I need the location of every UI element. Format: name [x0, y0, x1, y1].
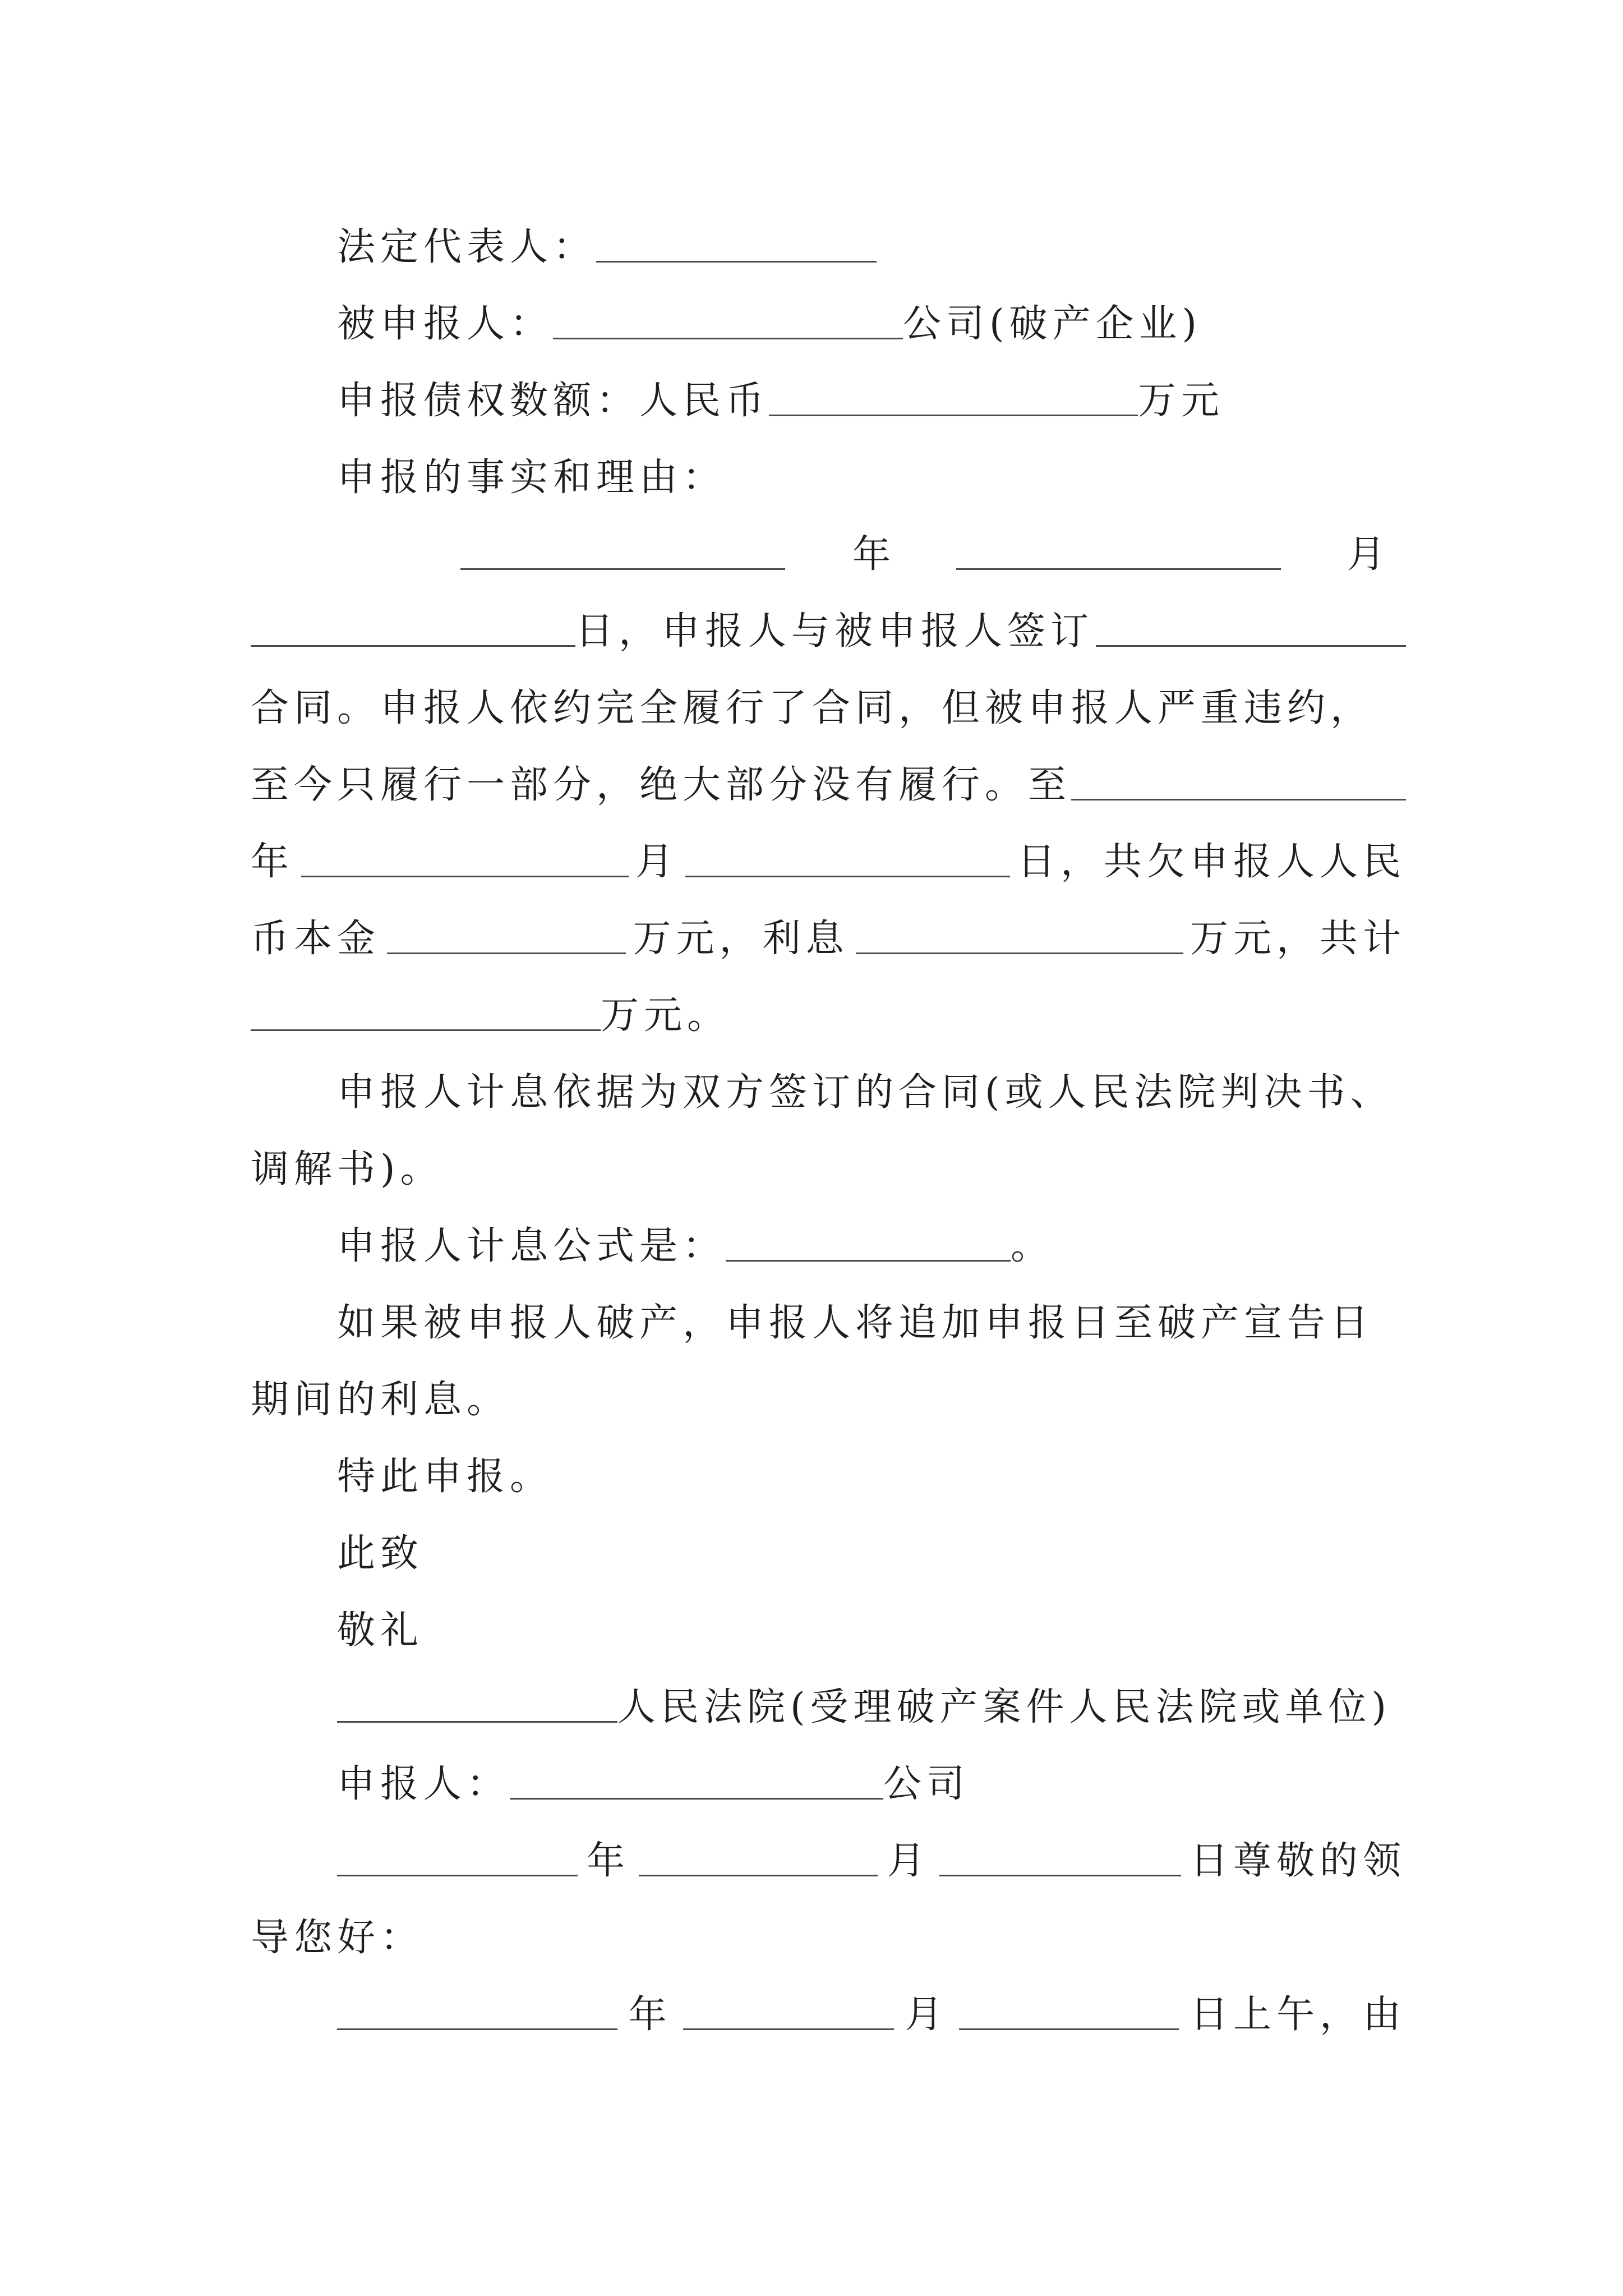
debt-date-line [251, 820, 1406, 897]
day-text: 日上午，由 [1189, 1993, 1406, 2037]
court-line [251, 1665, 1406, 1742]
year-text: 年 [852, 532, 896, 577]
year-text: 年 [587, 1839, 630, 1883]
body-text: 合同。申报人依约完全履行了合同，但被申报人严重违约， [251, 686, 1374, 730]
signature-date-line [251, 1819, 1406, 1896]
year-text: 年 [628, 1993, 672, 2037]
day-text: 日尊敬的领 [1189, 1839, 1406, 1883]
body-line [251, 1358, 1406, 1435]
year-blank [337, 1839, 578, 1876]
day-blank [685, 840, 1010, 877]
year-text: 年 [251, 840, 294, 884]
respondent-label: 被申报人： [337, 302, 554, 346]
greeting-text: 导您好： [251, 1916, 424, 1960]
month-text: 月 [905, 1993, 948, 2037]
bankruptcy-interest-text: 如果被申报人破产，申报人将追加申报日至破产宣告日 [337, 1301, 1374, 1345]
body-text: 至今只履行一部分，绝大部分没有履行。至 [251, 763, 1072, 807]
interest-formula-line [251, 1204, 1406, 1281]
contract-name-blank [1096, 609, 1406, 647]
claim-amount-label: 申报债权数额：人民币 [337, 379, 769, 423]
total-amount-blank [251, 993, 601, 1031]
salutation-line [251, 1589, 1406, 1665]
body-line [251, 666, 1406, 743]
interest-blank [856, 917, 1183, 954]
facts-heading: 申报的事实和理由： [337, 455, 726, 500]
event-date-line [251, 1973, 1406, 2050]
interest-basis-text: 申报人计息依据为双方签订的合同(或人民法院判决书、 [337, 1070, 1394, 1115]
body-line [251, 743, 1406, 820]
contract-signing-text: 日，申报人与被申报人签订 [575, 609, 1094, 654]
court-name-blank [337, 1685, 617, 1723]
day-blank [939, 1839, 1181, 1876]
salutation-text: 此致 [337, 1531, 424, 1576]
until-year-blank [1071, 763, 1406, 800]
day-blank [959, 1993, 1179, 2030]
interest-formula-label: 申报人计息公式是： [337, 1224, 726, 1268]
principal-blank [387, 917, 626, 954]
claim-amount-blank [769, 379, 1138, 416]
month-blank [683, 1993, 894, 2030]
body-line [251, 1051, 1406, 1128]
claim-amount-line [251, 359, 1406, 436]
salutation-line [251, 1512, 1406, 1589]
contract-signing-line [251, 590, 1406, 666]
month-text: 月 [635, 840, 679, 884]
closing-statement: 特此申报。 [337, 1455, 554, 1499]
month-blank [956, 532, 1281, 570]
respondent-line [251, 282, 1406, 359]
debt-amounts-line [251, 897, 1406, 974]
month-text: 月 [1347, 532, 1391, 577]
facts-heading-line [251, 436, 1406, 513]
interest-basis-text: 调解书)。 [251, 1147, 444, 1191]
applicant-name-blank [510, 1762, 883, 1800]
legal-representative-label: 法定代表人： [337, 225, 597, 269]
month-blank [301, 840, 629, 877]
body-line [251, 1128, 1406, 1204]
principal-label: 币本金 [251, 917, 381, 961]
day-blank [251, 609, 575, 647]
legal-representative-blank [596, 225, 877, 263]
respondent-name-blank [553, 302, 903, 339]
total-label: 万元，共计 [1189, 917, 1406, 961]
year-blank [460, 532, 785, 570]
document-body [251, 205, 1406, 2050]
interest-formula-blank [726, 1224, 1011, 1262]
month-blank [639, 1839, 878, 1876]
legal-representative-line [251, 205, 1406, 282]
applicant-label: 申报人： [337, 1762, 510, 1806]
claim-amount-unit: 万元 [1138, 379, 1225, 423]
period-mark: 。 [1011, 1224, 1054, 1268]
greeting-line [251, 1896, 1406, 1973]
debt-owed-text: 日，共欠申报人人民 [1017, 840, 1406, 884]
total-amount-line [251, 974, 1406, 1051]
salutation-text: 敬礼 [337, 1608, 424, 1653]
bankruptcy-interest-text: 期间的利息。 [251, 1378, 510, 1422]
court-text: 人民法院(受理破产案件人民法院或单位) [617, 1685, 1392, 1729]
total-unit: 万元。 [601, 993, 731, 1038]
contract-date-line [251, 513, 1406, 590]
year-blank [337, 1993, 617, 2030]
body-line [251, 1281, 1406, 1358]
applicant-line [251, 1742, 1406, 1819]
respondent-suffix: 公司(破产企业) [903, 302, 1202, 346]
month-text: 月 [887, 1839, 930, 1883]
closing-line [251, 1435, 1406, 1512]
interest-label: 万元，利息 [633, 917, 849, 961]
applicant-suffix: 公司 [883, 1762, 970, 1806]
